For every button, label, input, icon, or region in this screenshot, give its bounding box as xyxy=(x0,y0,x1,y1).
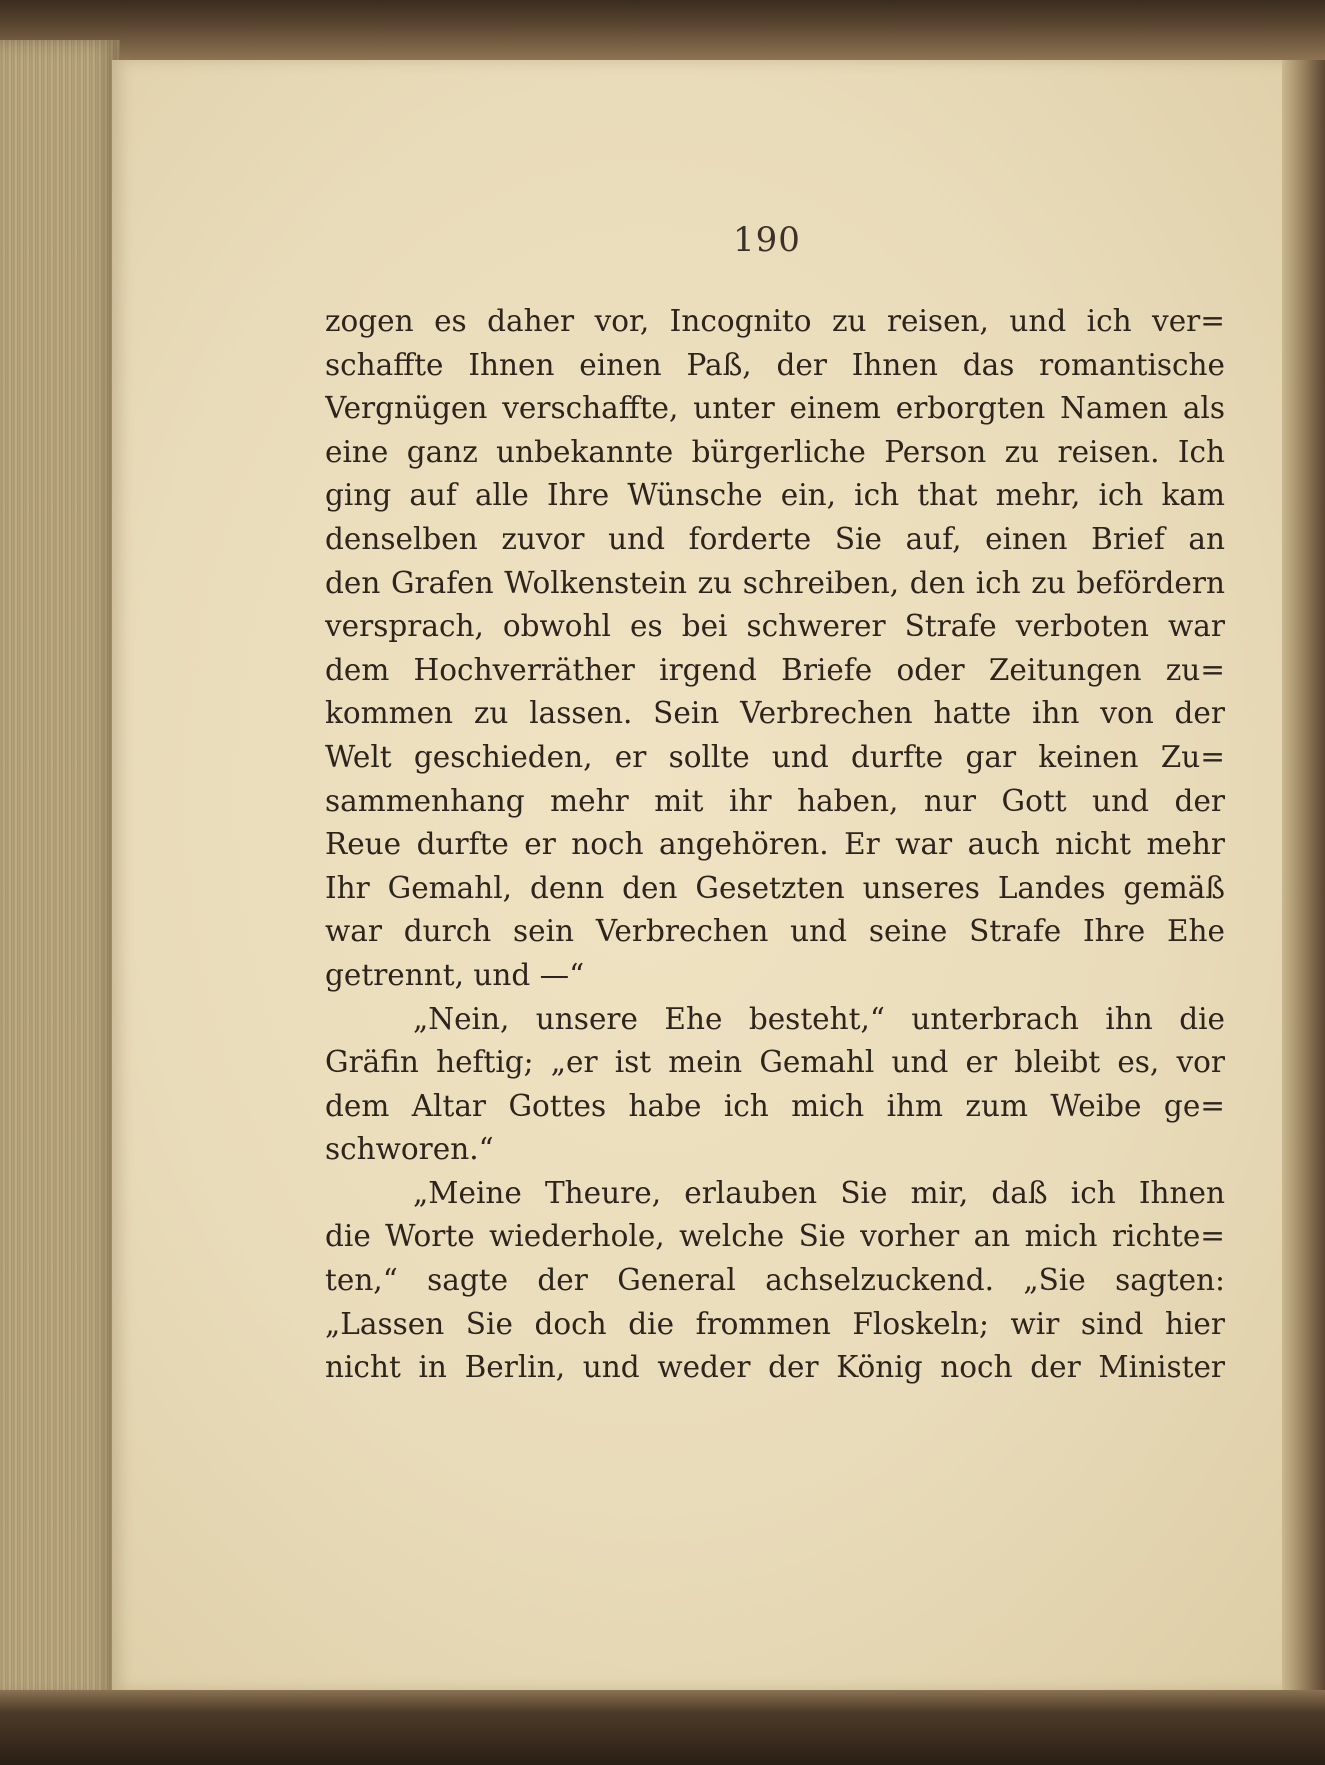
text-line: dem Altar Gottes habe ich mich ihm zum Weibe ge= xyxy=(325,1088,1225,1123)
text-line: kommen zu lassen. Sein Verbrechen hatte ihn von der xyxy=(325,696,1225,731)
text-line: nicht in Berlin, und weder der König noch der Minister xyxy=(325,1350,1225,1385)
text-line: „Nein, unsere Ehe besteht,“ unterbrach ihn die xyxy=(413,1001,1225,1036)
body-text xyxy=(325,300,1225,1390)
text-line: den Grafen Wolkenstein zu schreiben, den ich zu befördern xyxy=(325,565,1225,600)
text-line: „Meine Theure, erlauben Sie mir, daß ich Ihnen xyxy=(413,1175,1225,1210)
book-gutter xyxy=(1282,60,1325,1700)
text-line: Vergnügen verschaffte, unter einem erborgten Namen als xyxy=(325,391,1225,426)
text-line: versprach, obwohl es bei schwerer Strafe verboten war xyxy=(325,609,1225,644)
text-line: Ihr Gemahl, denn den Gesetzten unseres Landes gemäß xyxy=(325,870,1225,905)
text-line: war durch sein Verbrechen und seine Strafe Ihre Ehe xyxy=(325,914,1225,949)
text-line: eine ganz unbekannte bürgerliche Person zu reisen. Ich xyxy=(325,434,1225,469)
page-stack-left-edge xyxy=(0,40,120,1700)
text-line: denselben zuvor und forderte Sie auf, einen Brief an xyxy=(325,521,1225,556)
text-line: ging auf alle Ihre Wünsche ein, ich that mehr, ich kam xyxy=(325,478,1225,513)
page-number: 190 xyxy=(733,220,801,260)
text-line: Gräfin heftig; „er ist mein Gemahl und er bleibt es, vor xyxy=(325,1045,1225,1080)
book-bottom-edge xyxy=(0,1690,1325,1765)
text-line: schworen.“ xyxy=(325,1132,494,1167)
text-line: zogen es daher vor, Incognito zu reisen, und ich ver= xyxy=(325,304,1225,338)
book-top-edge xyxy=(0,0,1325,62)
text-line: schaffte Ihnen einen Paß, der Ihnen das romantische xyxy=(325,347,1225,382)
text-line: getrennt, und —“ xyxy=(325,957,585,992)
text-line: sammenhang mehr mit ihr haben, nur Gott und der xyxy=(325,783,1225,818)
text-line: ten,“ sagte der General achselzuckend. „Sie sagten: xyxy=(325,1263,1225,1298)
text-line: „Lassen Sie doch die frommen Floskeln; wir sind hier xyxy=(325,1306,1225,1341)
text-line: dem Hochverräther irgend Briefe oder Zeitungen zu= xyxy=(325,652,1225,687)
text-line: die Worte wiederhole, welche Sie vorher an mich richte= xyxy=(325,1219,1225,1254)
text-line: Welt geschieden, er sollte und durfte gar keinen Zu= xyxy=(325,739,1225,774)
text-line: Reue durfte er noch angehören. Er war auch nicht mehr xyxy=(325,827,1225,862)
